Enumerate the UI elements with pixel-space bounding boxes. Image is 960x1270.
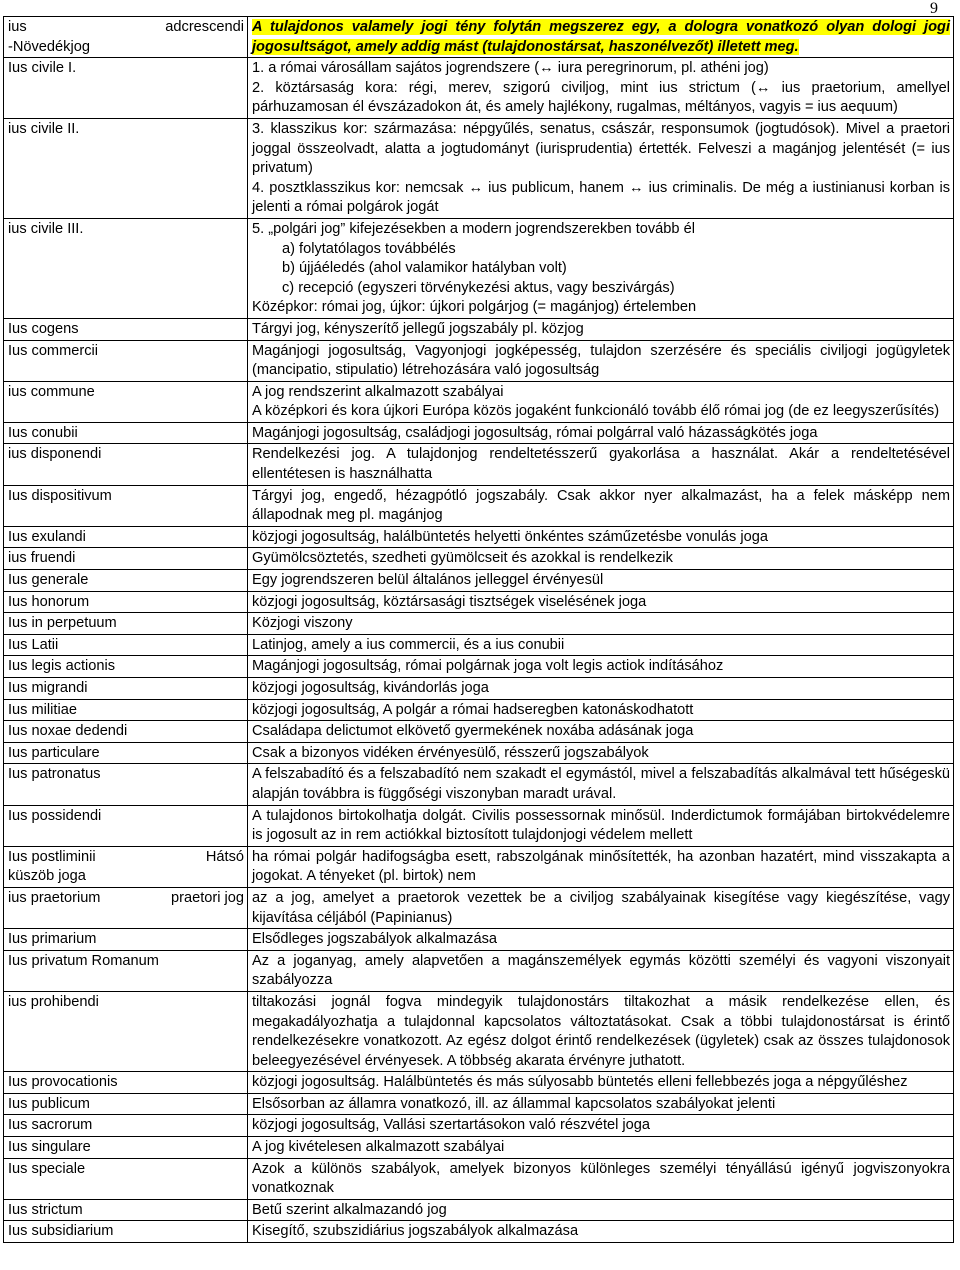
term-label: Ius civile I. [8,60,77,77]
term-cell [4,699,248,721]
term-label: Ius postliminii [8,848,96,865]
definition-cell [248,548,954,570]
table-row [4,634,954,656]
definition-text: Magánjogi jogosultság, római polgárnak joga volt legis actiok indításához [252,658,724,675]
table-row [4,929,954,951]
table-row [4,699,954,721]
table-row [4,340,954,381]
definition-text: Magánjogi jogosultság, Vagyonjogi jogképesség, tulajdon szerzésére és speciális civiljogi jogügyletek (mancipatio, stipulatio) létrehozására való jogosultság [252,342,950,379]
table-row [4,548,954,570]
term-cell [4,805,248,846]
table-row [4,950,954,991]
term-cell [4,1221,248,1243]
term-label: küszöb joga [8,868,86,885]
term-cell [4,613,248,635]
definition-line: a) folytatólagos továbbélés [282,240,456,257]
term-cell [4,634,248,656]
definition-line: c) recepció (egyszeri törvénykezési aktus, vagy beszivárgás) [282,279,675,296]
term-cell [4,340,248,381]
definition-line: Középkor: római jog, újkor: újkori polgárjog (= magánjog) értelemben [252,299,697,316]
term-cell [4,17,248,58]
term-label: Ius legis actionis [8,658,116,675]
term-label: Ius speciale [8,1160,86,1177]
term-cell [4,950,248,991]
definition-cell [248,1115,954,1137]
term-cell [4,991,248,1071]
term-label: ius prohibendi [8,993,99,1010]
definition-cell [248,58,954,119]
definition-cell [248,950,954,991]
term-cell [4,444,248,485]
definition-cell [248,887,954,928]
definition-cell [248,699,954,721]
term-cell [4,846,248,887]
term-label: Ius sacrorum [8,1117,93,1134]
term-cell [4,218,248,318]
term-cell [4,1093,248,1115]
definition-text: az a jog, amelyet a praetorok vezettek be a civiljog szabályainak kisegítése vagy kiegészítése, vagy kijavítása céljából (Papinianus) [252,889,950,926]
definition-line: 3. klasszikus kor: származása: népgyűlés, senatus, császár, responsumok (jogtudósok). Mivel a praetori joggal összeolvadt, alatta a jogtudományt (iurisprudentia) értették. Felveszi a magánjog jelentését (= ius privatum) [252,120,950,177]
table-row [4,721,954,743]
definition-text: Családapa delictumot elkövető gyermekének noxába adásának joga [252,723,694,740]
definition-text: közjogi jogosultság, Vallási szertartásokon való részvétel joga [252,1117,651,1134]
term-label: Ius patronatus [8,766,101,783]
definition-text: Azok a különös szabályok, amelyek bizonyos különleges személyi tényállású igényű jogviszonyokra vonatkoznak [252,1160,950,1197]
definition-text: Magánjogi jogosultság, családjogi jogosultság, római polgárral való házasságkötés joga [252,424,818,441]
term-label: -Növedékjog [8,38,90,55]
term-label: Ius particulare [8,744,100,761]
term-cell [4,1137,248,1159]
table-row [4,742,954,764]
definition-cell [248,570,954,592]
term-cell [4,381,248,422]
definition-text: közjogi jogosultság, halálbüntetés helyetti önkéntes száműzetésbe vonulás joga [252,528,768,545]
definition-text: Elsődleges jogszabályok alkalmazása [252,931,497,948]
definition-text: A jog kivételesen alkalmazott szabályai [252,1139,505,1156]
table-row [4,485,954,526]
definition-text: Tárgyi jog, engedő, hézagpótló jogszabály. Csak akkor nyer alkalmazást, ha a felek másképp nem állapodnak meg pl. magánjog [252,487,950,524]
table-row [4,1137,954,1159]
term-label: ius commune [8,383,95,400]
term-label: Ius generale [8,572,89,589]
definition-cell [248,444,954,485]
definition-text: Csak a bizonyos vidéken érvényesülő, résszerű jogszabályok [252,744,649,761]
definition-cell [248,1093,954,1115]
term-label: ius fruendi [8,550,76,567]
table-row [4,1072,954,1094]
definition-cell [248,1072,954,1094]
term-cell [4,656,248,678]
term-label: Ius strictum [8,1201,83,1218]
definition-text: Az a joganyag, amely alapvetően a magánszemélyek egymás közötti személyi és vagyoni viszonyait szabályozza [252,952,950,989]
definition-cell [248,1221,954,1243]
term-label: Ius militiae [8,701,77,718]
table-row [4,118,954,218]
definition-line: 4. posztklasszikus kor: nemcsak ↔ ius publicum, hanem ↔ ius criminalis. De még a iustinianusi korban is jelenti a római polgárok jogát [252,179,950,216]
table-row [4,1199,954,1221]
definition-text: Elsősorban az államra vonatkozó, ill. az állammal kapcsolatos szabályokat jelenti [252,1095,776,1112]
term-label: ius disponendi [8,446,102,463]
term-label: praetori jog [170,889,244,906]
definition-cell [248,381,954,422]
definition-cell [248,526,954,548]
term-label: Ius dispositivum [8,487,112,504]
term-cell [4,764,248,805]
definition-cell [248,634,954,656]
term-label: Ius in perpetuum [8,615,117,632]
table-row [4,1093,954,1115]
term-cell [4,1199,248,1221]
term-label: Ius privatum Romanum [8,952,159,969]
term-label: ius civile II. [8,120,80,137]
term-cell [4,1072,248,1094]
definition-cell [248,613,954,635]
definition-cell [248,591,954,613]
term-cell [4,887,248,928]
table-row [4,318,954,340]
definition-cell [248,422,954,444]
table-row [4,846,954,887]
term-label: Ius Latii [8,636,59,653]
definition-line: b) újjáéledés (ahol valamikor hatályban volt) [282,260,567,277]
definition-cell [248,17,954,58]
definition-cell [248,846,954,887]
definition-text: A felszabadító és a felszabadító nem szakadt el egymástól, mivel a felszabadítás alkalmával tett hűségeskü alapján továbbra is függőségi viszonyban maradt urával. [252,766,950,802]
term-label: adcrescendi [165,19,244,35]
term-cell [4,570,248,592]
term-cell [4,58,248,119]
term-label: Hátsó [205,848,244,865]
term-cell [4,485,248,526]
definition-text: közjogi jogosultság, A polgár a római hadseregben katonáskodhatott [252,701,694,718]
definition-text: közjogi jogosultság, köztársasági tisztségek viselésének joga [252,593,647,610]
term-label: Ius commercii [8,342,99,359]
table-row [4,422,954,444]
definition-cell [248,721,954,743]
table-row [4,678,954,700]
term-cell [4,1115,248,1137]
term-cell [4,422,248,444]
definition-line: 2. köztársaság kora: régi, merev, szigorú civiljog, mint ius strictum (↔ ius praetorium, amellyel párhuzamosan él évszázadokon át, és amely hajlékony, rugalmas, méltányos, vagyis = ius aequum) [252,79,950,116]
definition-cell [248,656,954,678]
definition-text: A tulajdonos birtokolhatja dolgát. Civilis possessornak minősül. Inderdictumok formájában birtokvédelemre is jogosult az in rem actiókkal biztosított tulajdonjogi védelem mellett [252,807,950,844]
term-cell [4,318,248,340]
term-label: Ius singulare [8,1139,91,1156]
definition-line: A középkori és kora újkori Európa közös jogaként funkcionáló tovább élő római jog (de ez leegyszerűsítés) [252,403,940,420]
definition-line: 1. a római városállam sajátos jogrendszere (↔ iura peregrinorum, pl. athéni jog) [252,60,769,77]
definition-text: A tulajdonos valamely jogi tény folytán megszerez egy, a dologra vonatkozó olyan dologi jogi jogosultságot, amely addig mást (tulajdonostársat, haszonélvezőt) illetett meg. [252,19,950,55]
table-row [4,991,954,1071]
term-label: Ius publicum [8,1095,90,1112]
term-cell [4,1158,248,1199]
term-label: ius praetorium [8,889,101,906]
definition-text: Gyümölcsöztetés, szedheti gyümölcseit és azokkal is rendelkezik [252,550,673,567]
term-label: Ius conubii [8,424,78,441]
term-label: ius civile III. [8,220,84,237]
term-cell [4,118,248,218]
table-row [4,1221,954,1243]
definition-cell [248,678,954,700]
definition-cell [248,1199,954,1221]
table-row [4,570,954,592]
definition-cell [248,485,954,526]
definition-cell [248,742,954,764]
definition-text: Egy jogrendszeren belül általános jelleggel érvényesül [252,572,604,589]
definition-text: Latinjog, amely a ius commercii, és a ius conubii [252,636,565,653]
term-label: Ius subsidiarium [8,1223,114,1240]
definition-cell [248,340,954,381]
definition-cell [248,118,954,218]
definition-cell [248,991,954,1071]
glossary-table [3,16,954,1243]
table-row [4,444,954,485]
table-row [4,58,954,119]
definition-line: A jog rendszerint alkalmazott szabályai [252,383,504,400]
term-label: Ius migrandi [8,680,88,696]
definition-text: Közjogi viszony [252,615,353,632]
definition-text: közjogi jogosultság. Halálbüntetés és más súlyosabb büntetés elleni fellebbezés joga a népgyűléshez [252,1074,908,1091]
definition-text: ha római polgár hadifogságba esett, rabszolgának minősítették, ha azonban hazatért, mind visszakapta a jogokat. A tényeket (pl. birtok) nem [252,848,950,885]
definition-cell [248,218,954,318]
term-label: Ius provocationis [8,1074,118,1091]
definition-cell [248,805,954,846]
term-label: Ius cogens [8,320,79,337]
term-cell [4,526,248,548]
term-cell [4,742,248,764]
table-row [4,613,954,635]
term-label: ius [8,19,27,35]
definition-cell [248,1158,954,1199]
definition-text: tiltakozási jognál fogva mindegyik tulajdonostárs tiltakozhat a másik rendelkezése ellen, és megakadályozhatja a tulajdonnal kapcsolatos változtatásokat. Csak a többi tulajdonostársat is érintő rendelkezésekre vonatkozott. Az egész dolgot érintő rendelkezések (ügyletek) csak az összes tulajdonosok beleegyezésével érvényesek. A többség akarata érvényre juthatott. [252,993,950,1069]
definition-cell [248,764,954,805]
term-label: Ius exulandi [8,528,86,545]
definition-text: Kisegítő, szubszidiárius jogszabályok alkalmazása [252,1223,579,1240]
term-label: Ius primarium [8,931,97,948]
term-cell [4,929,248,951]
term-cell [4,678,248,700]
definition-text: közjogi jogosultság, kivándorlás joga [252,680,489,696]
term-cell [4,591,248,613]
definition-text: Tárgyi jog, kényszerítő jellegű jogszabály pl. közjog [252,320,584,337]
definition-line: 5. „polgári jog” kifejezésekben a modern jogrendszerekben tovább él [252,220,695,237]
definition-text: Rendelkezési jog. A tulajdonjog rendeltetésszerű gyakorlása a használat. Akár a rendeltetésével ellentétesen is használhatta [252,446,950,483]
table-row [4,764,954,805]
term-label: Ius noxae dedendi [8,723,128,740]
term-cell [4,721,248,743]
definition-text: Betű szerint alkalmazandó jog [252,1201,447,1218]
table-row [4,1115,954,1137]
table-row [4,656,954,678]
table-row [4,218,954,318]
definition-cell [248,929,954,951]
table-row [4,381,954,422]
definition-cell [248,1137,954,1159]
term-label: Ius honorum [8,593,90,610]
table-row [4,805,954,846]
term-cell [4,548,248,570]
table-row [4,887,954,928]
table-row [4,526,954,548]
term-label: Ius possidendi [8,807,102,824]
page-number: 9 [930,0,938,17]
table-row [4,591,954,613]
definition-cell [248,318,954,340]
table-row [4,1158,954,1199]
table-row [4,17,954,58]
